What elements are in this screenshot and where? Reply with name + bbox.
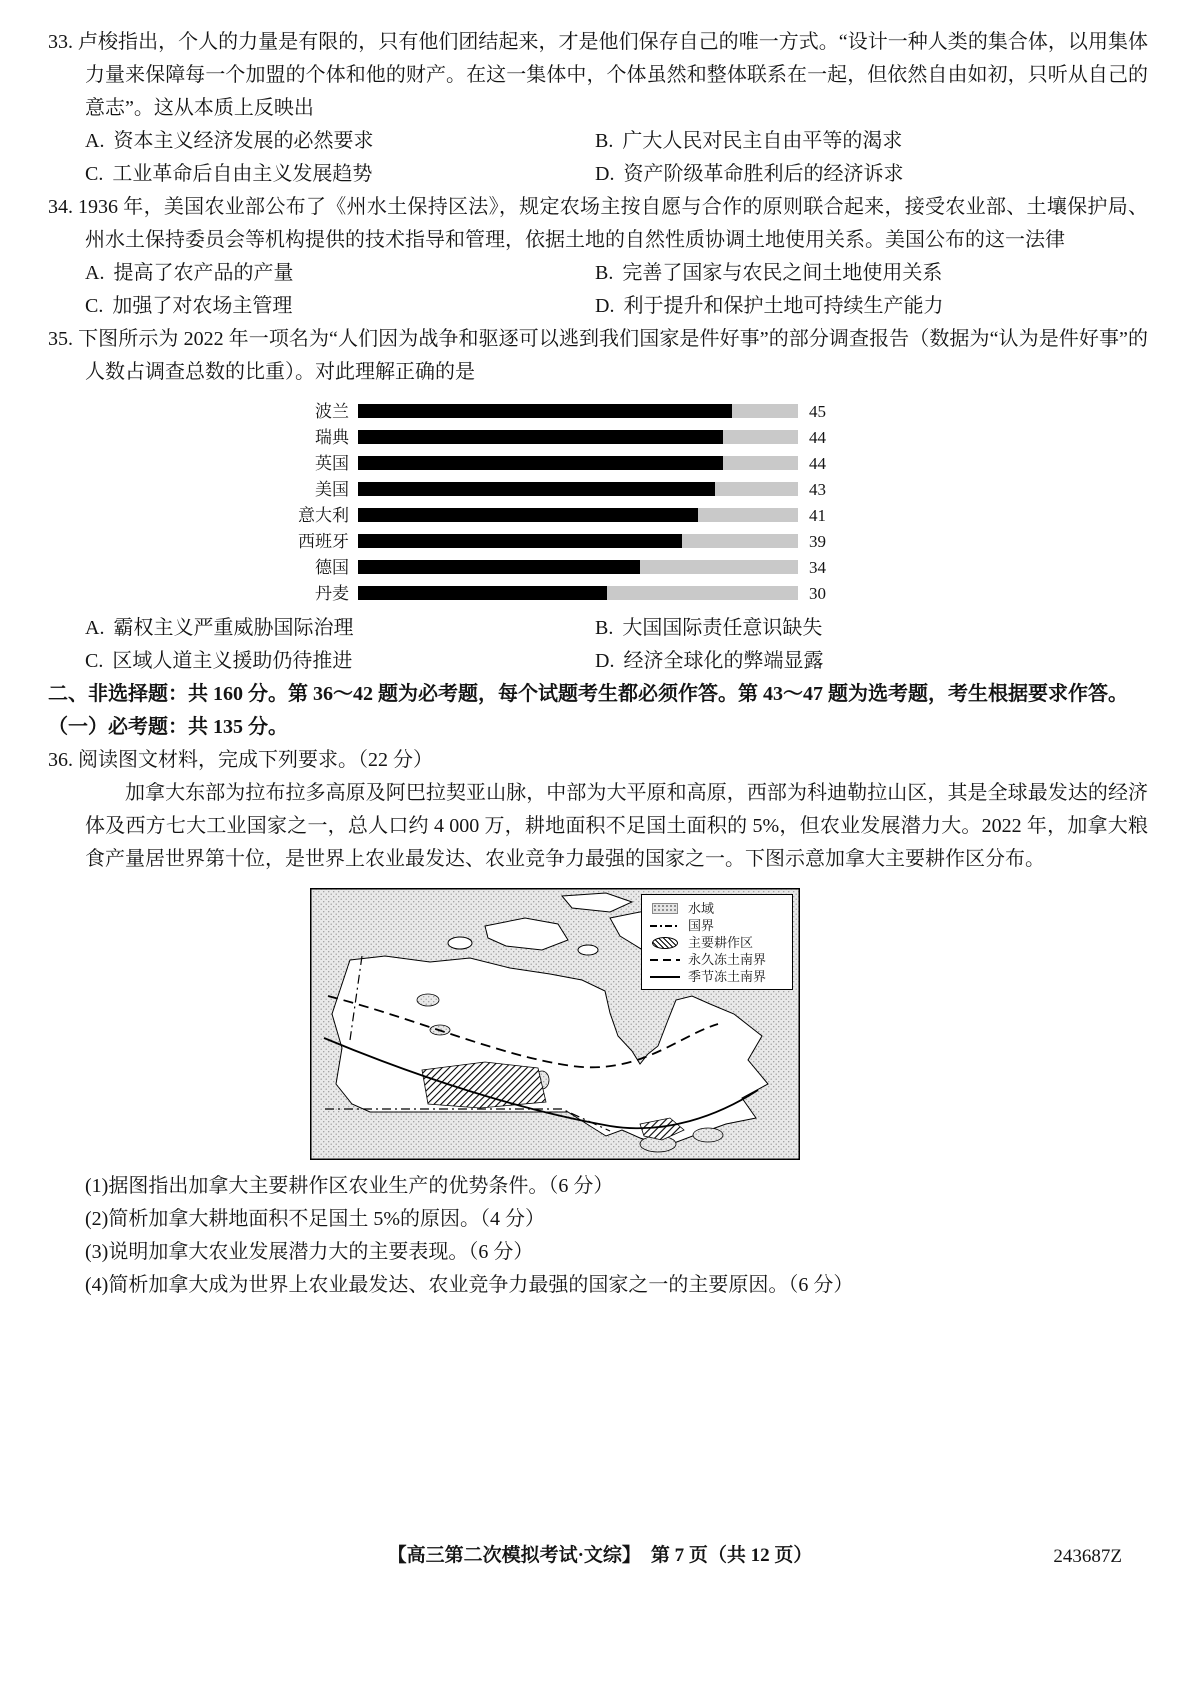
solid-line-icon (648, 976, 682, 978)
question-36-sub-2: (2)简析加拿大耕地面积不足国土 5%的原因。（4 分） (85, 1208, 545, 1230)
option-text: 完善了国家与农民之间土地使用关系 (622, 262, 943, 284)
chart-row (288, 476, 863, 502)
chart-bar (358, 430, 723, 444)
question-35-stem (48, 323, 1148, 389)
question-33-stem (48, 26, 1148, 125)
legend-item-water (648, 900, 786, 917)
chart-bar-track (358, 430, 798, 444)
chart-category-label: 德国 (315, 557, 349, 577)
option-label: D. (595, 163, 615, 185)
chart-category-label: 瑞典 (315, 427, 349, 447)
option-label: A. (85, 130, 105, 152)
chart-value-label: 39 (809, 531, 826, 551)
map-farming-area (422, 1062, 546, 1108)
map-legend (641, 894, 793, 990)
legend-label: 季节冻土南界 (688, 969, 767, 984)
question-34-number: 34. (48, 196, 73, 218)
footer-exam-title: 【高三第二次模拟考试·文综】 (387, 1545, 641, 1566)
chart-bar (358, 560, 640, 574)
chart-category-label: 波兰 (315, 401, 349, 421)
chart-value-label: 43 (809, 479, 826, 499)
water-swatch-icon (648, 903, 682, 914)
chart-value-label: 45 (809, 401, 826, 421)
question-33-text: 卢梭指出，个人的力量是有限的，只有他们团结起来，才是他们保存自己的唯一方式。“设计一种人类的集合体，以用集体力量来保障每一个加盟的个体和他的财产。在这一集体中，个体虽然和整体联系在一起，但依然自由如初，只听从自己的意志”。这从本质上反映出 (78, 31, 1148, 119)
option-text: 资产阶级革命胜利后的经济诉求 (623, 163, 904, 185)
option-label: B. (595, 262, 614, 284)
map-lake (417, 994, 439, 1006)
question-36-sub-3: (3)说明加拿大农业发展潜力大的主要表现。（6 分） (85, 1241, 534, 1263)
chart-bar-track (358, 534, 798, 548)
chart-row (288, 450, 863, 476)
question-36-intro-text: 阅读图文材料，完成下列要求。（22 分） (78, 749, 433, 771)
page-footer (0, 1540, 1200, 1571)
option-text: 大国国际责任意识缺失 (622, 617, 823, 639)
option-text: 工业革命后自由主义发展趋势 (112, 163, 373, 185)
option-label: A. (85, 262, 105, 284)
chart-bar (358, 456, 723, 470)
chart-value-label: 41 (809, 505, 826, 525)
option-text: 广大人民对民主自由平等的渴求 (622, 130, 903, 152)
legend-item-farming-area (648, 934, 786, 951)
section-2-subheading: （一）必考题：共 135 分。 (48, 716, 288, 738)
option-label: B. (595, 617, 614, 639)
chart-row (288, 528, 863, 554)
option-text: 区域人道主义援助仍待推进 (112, 650, 353, 672)
chart-row (288, 398, 863, 424)
chart-bar-track (358, 482, 798, 496)
chart-bar-track (358, 586, 798, 600)
hatched-ellipse-icon (648, 937, 682, 949)
chart-bar (358, 404, 732, 418)
chart-category-label: 意大利 (298, 505, 349, 525)
chart-row (288, 554, 863, 580)
option-35-B (595, 612, 1148, 645)
section-2-heading: 二、非选择题：共 160 分。第 36～42 题为必考题，每个试题考生都必须作答。第 43～47 题为选考题，考生根据要求作答。 (48, 683, 1128, 705)
chart-bar (358, 586, 607, 600)
legend-item-seasonal-frost-boundary (648, 968, 786, 985)
chart-category-label: 美国 (315, 479, 349, 499)
option-text: 利于提升和保护土地可持续生产能力 (623, 295, 944, 317)
question-36-number: 36. (48, 749, 73, 771)
legend-label: 水域 (688, 901, 715, 916)
chart-bar (358, 482, 715, 496)
option-label: C. (85, 295, 104, 317)
option-label: D. (595, 295, 615, 317)
option-34-A (85, 257, 595, 290)
question-34-options (85, 257, 1148, 323)
option-33-C (85, 158, 595, 191)
map-island (448, 937, 472, 949)
legend-label: 永久冻土南界 (688, 952, 767, 967)
map-island (578, 945, 598, 955)
option-34-B (595, 257, 1148, 290)
option-label: A. (85, 617, 105, 639)
option-33-B (595, 125, 1148, 158)
chart-bar-track (358, 456, 798, 470)
dash-dot-line-icon (648, 925, 682, 927)
chart-bar-track (358, 560, 798, 574)
question-36-sub-4: (4)简析加拿大成为世界上农业最发达、农业竞争力最强的国家之一的主要原因。（6 分） (85, 1274, 854, 1296)
option-34-C (85, 290, 595, 323)
question-35 (48, 323, 1148, 678)
survey-bar-chart (288, 398, 863, 606)
question-35-options (85, 612, 1148, 678)
chart-category-label: 丹麦 (315, 583, 349, 603)
question-36-sub-1: (1)据图指出加拿大主要耕作区农业生产的优势条件。（6 分） (85, 1175, 614, 1197)
question-34-stem (48, 191, 1148, 257)
question-33 (48, 26, 1148, 191)
question-33-options (85, 125, 1148, 191)
canada-map-figure (310, 888, 800, 1160)
chart-value-label: 44 (809, 427, 826, 447)
option-35-D (595, 645, 1148, 678)
question-35-number: 35. (48, 328, 73, 350)
chart-row (288, 580, 863, 606)
option-label: B. (595, 130, 614, 152)
chart-value-label: 44 (809, 453, 826, 473)
footer-page-number: 第 7 页（共 12 页） (650, 1545, 813, 1566)
question-35-text: 下图所示为 2022 年一项名为“人们因为战争和驱逐可以逃到我们国家是件好事”的部分调查报告（数据为“认为是件好事”的人数占调查总数的比重）。对此理解正确的是 (78, 328, 1148, 383)
question-34 (48, 191, 1148, 323)
option-text: 提高了农产品的产量 (113, 262, 294, 284)
chart-value-label: 34 (809, 557, 826, 577)
chart-bar-track (358, 404, 798, 418)
option-text: 霸权主义严重威胁国际治理 (113, 617, 354, 639)
legend-label: 主要耕作区 (688, 935, 754, 950)
chart-row (288, 502, 863, 528)
option-35-C (85, 645, 595, 678)
option-text: 加强了对农场主管理 (112, 295, 293, 317)
chart-bar (358, 534, 682, 548)
option-text: 经济全球化的弊端显露 (623, 650, 824, 672)
legend-item-national-border (648, 917, 786, 934)
legend-label: 国界 (688, 918, 715, 933)
chart-category-label: 英国 (315, 453, 349, 473)
question-36-intro (48, 744, 1148, 777)
option-34-D (595, 290, 1148, 323)
dashed-line-icon (648, 959, 682, 961)
chart-bar (358, 508, 698, 522)
chart-bar-track (358, 508, 798, 522)
chart-value-label: 30 (809, 583, 826, 603)
question-36 (48, 744, 1148, 1302)
option-label: D. (595, 650, 615, 672)
option-label: C. (85, 163, 104, 185)
chart-category-label: 西班牙 (298, 531, 349, 551)
footer-code: 243687Z (1053, 1546, 1122, 1567)
question-33-number: 33. (48, 31, 73, 53)
option-label: C. (85, 650, 104, 672)
map-lake-great-lakes (693, 1128, 723, 1142)
option-33-D (595, 158, 1148, 191)
legend-item-permafrost-boundary (648, 951, 786, 968)
option-text: 资本主义经济发展的必然要求 (113, 130, 374, 152)
chart-row (288, 424, 863, 450)
question-36-material: 加拿大东部为拉布拉多高原及阿巴拉契亚山脉，中部为大平原和高原，西部为科迪勒拉山区，其是全球最发达的经济体及西方七大工业国家之一，总人口约 4 000 万，耕地面积不足国土面积的 5%，但农业发展潜力大。2022 年，加拿大粮食产量居世界第十位，是世界上农业最发达、农业竞争力最强的国家之一。下图示意加拿大主要耕作区分布。 (85, 782, 1148, 870)
question-34-text: 1936 年，美国农业部公布了《州水土保持区法》，规定农场主按自愿与合作的原则联合起来，接受农业部、土壤保护局、州水土保持委员会等机构提供的技术指导和管理，依据土地的自然性质协调土地使用关系。美国公布的这一法律 (78, 196, 1148, 251)
option-35-A (85, 612, 595, 645)
option-33-A (85, 125, 595, 158)
